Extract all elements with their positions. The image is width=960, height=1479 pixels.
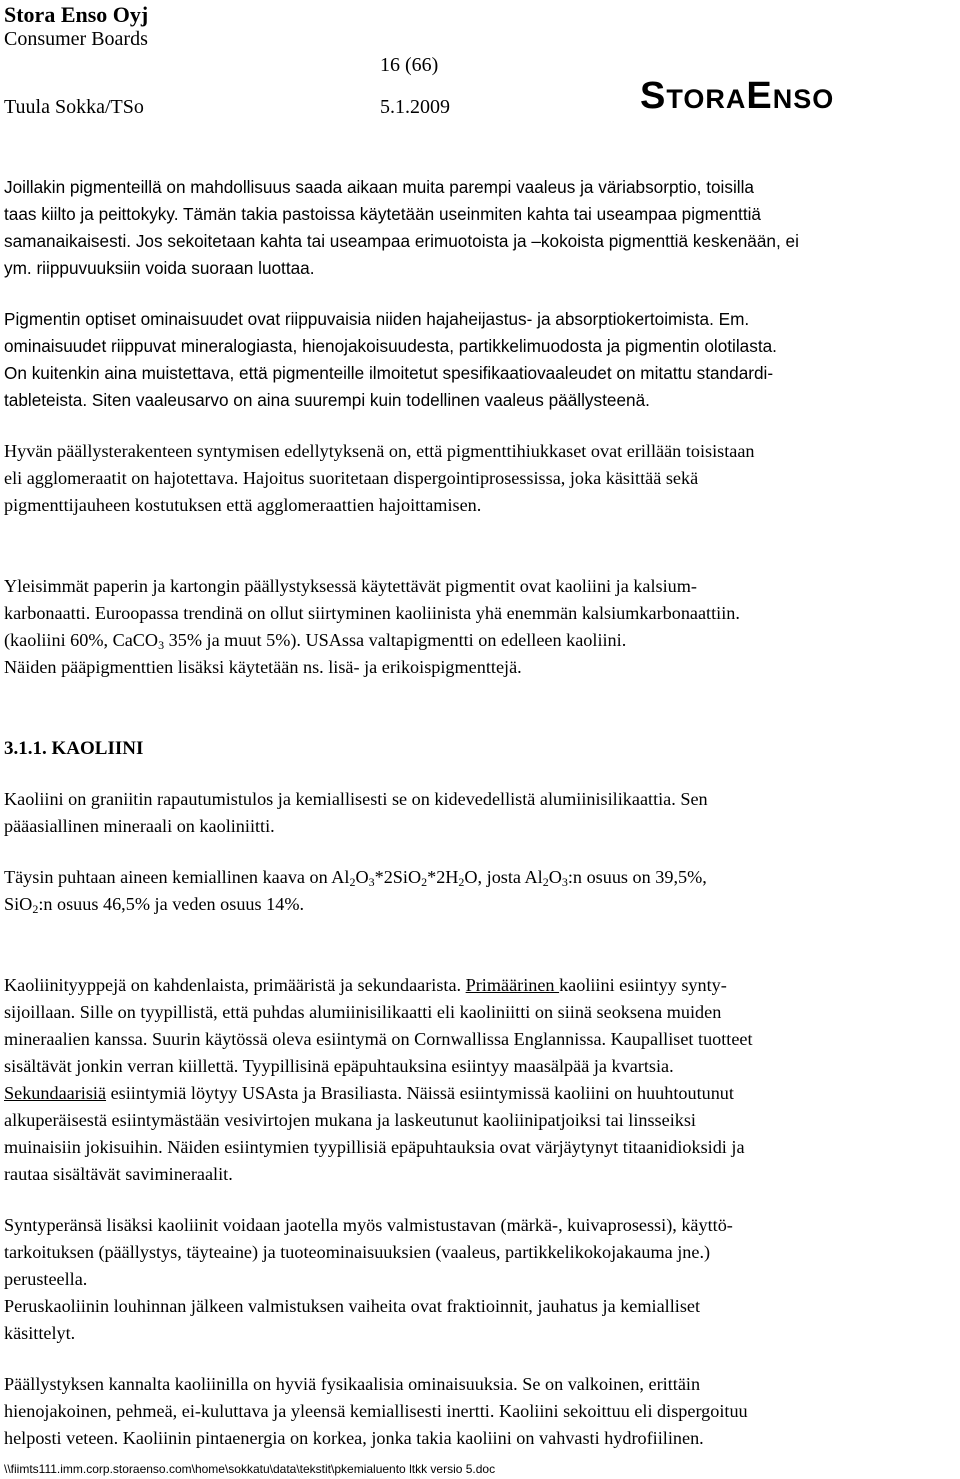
page-number: 16 (66) <box>380 54 439 76</box>
logo-wordmark: StoraEnso <box>640 75 835 117</box>
text-line: Pigmentin optiset ominaisuudet ovat riippuvaisia niiden hajaheijastus- ja absorptiokertoimista. Em. <box>4 309 750 329</box>
text-line: helposti veteen. Kaoliinin pintaenergia on korkea, jonka takia kaoliini on vahvasti hydrofiilinen. <box>4 1428 704 1448</box>
text-line: Syntyperänsä lisäksi kaoliinit voidaan jaotella myös valmistustavan (märkä-, kuivaprosessi), käyttö- <box>4 1215 733 1235</box>
text-line: ym. riippuvuuksiin voida suoraan luottaa. <box>4 258 315 278</box>
paragraph-kaolin-types <box>4 972 956 1188</box>
paragraph-chemical-formula <box>4 864 956 918</box>
text-line: On kuitenkin aina muistettava, että pigmenteille ilmoitetut spesifikaatiovaaleudet on mitattu standardi- <box>4 363 774 383</box>
text-line: Sekundaarisiä esiintymiä löytyy USAsta ja Brasiliasta. Näissä esiintymissä kaoliini on huuhtoutunut <box>4 1083 734 1103</box>
text-line: Täysin puhtaan aineen kemiallinen kaava on $Al_2O_3*2SiO_2*2H_2O$, josta $Al_2O_3:n$ osuus on 39,5%, <box>4 867 707 889</box>
document-date: 5.1.2009 <box>380 96 450 118</box>
text-line: taas kiilto ja peittokyky. Tämän takia pastoissa käytetään useinmiten kahta tai useampaa pigmenttiä <box>4 204 761 224</box>
paragraph-coating-properties <box>4 1371 956 1452</box>
text-line: ominaisuudet riippuvat mineralogiasta, hienojakoisuudesta, partikkelimuodosta ja pigmentin olotilasta. <box>4 336 777 356</box>
paragraph-optical-properties <box>4 306 956 414</box>
text-line: rautaa sisältävät savimineraalit. <box>4 1164 233 1184</box>
text-line: pigmenttijauheen kostutuksen että agglomeraattien hajoittamisen. <box>4 495 482 515</box>
text-line: Joillakin pigmenteillä on mahdollisuus saada aikaan muita parempi vaaleus ja väriabsorptio, toisilla <box>4 177 754 197</box>
paragraph-classification <box>4 1212 956 1293</box>
business-unit: Consumer Boards <box>4 28 148 50</box>
text-line: (kaoliini 60%, CaCO$_3$ 35% ja muut 5%). USAssa valtapigmentti on edelleen kaoliini. <box>4 630 627 652</box>
text-line: Peruskaoliinin louhinnan jälkeen valmistuksen vaiheita ovat fraktioinnit, jauhatus ja kemialliset <box>4 1296 701 1316</box>
text-line: Kaoliini on graniitin rapautumistulos ja kemiallisesti se on kidevedellistä alumiinisilikaattia. Sen <box>4 789 708 809</box>
text-line: alkuperäisestä esiintymästään vesivirtojen mukana ja laskeutunut kaoliinipatjoiksi tai linsseiksi <box>4 1110 696 1130</box>
footer-file-path: \\fiimts111.imm.corp.storaenso.com\home\sokkatu\data\tekstit\pkemialuento ltkk versio 5.doc <box>4 1462 496 1476</box>
paragraph-processing <box>4 1293 956 1347</box>
text-line: Kaoliinityyppejä on kahdenlaista, primääristä ja sekundaarista. Primäärinen kaoliini esiintyy synty- <box>4 975 727 995</box>
text-line: mineraalien kanssa. Suurin käytössä oleva esiintymä on Cornwallissa Englannissa. Kaupalliset tuotteet <box>4 1029 753 1049</box>
text-line: hienojakoinen, pehmeä, ei-kuluttava ja yleensä kemiallisesti inertti. Kaoliini sekoittuu eli dispergoituu <box>4 1401 748 1421</box>
text-line: perusteella. <box>4 1269 88 1289</box>
company-name: Stora Enso Oyj <box>4 2 149 27</box>
paragraph-common-pigments <box>4 573 956 681</box>
paragraph-dispersion <box>4 438 956 519</box>
author: Tuula Sokka/TSo <box>4 96 144 118</box>
document-body <box>4 174 956 1452</box>
text-line: Hyvän päällysterakenteen syntymisen edellytyksenä on, että pigmenttihiukkaset ovat erillään toisistaan <box>4 441 755 461</box>
text-line: tableteista. Siten vaaleusarvo on aina suurempi kuin todellinen vaaleus päällysteenä. <box>4 390 650 410</box>
text-line: samanaikaisesti. Jos sekoitetaan kahta tai useampaa erimuotoista ja –kokoista pigmenttiä keskenään, ei <box>4 231 799 251</box>
text-line: sijoillaan. Sille on tyypillistä, että puhdas alumiinisilikaatti eli kaoliniitti on siinä seoksena muiden <box>4 1002 722 1022</box>
text-line: eli agglomeraatit on hajotettava. Hajoitus suoritetaan dispergointiprosessissa, joka käsittää sekä <box>4 468 699 488</box>
text-line: Yleisimmät paperin ja kartongin päällystyksessä käytettävät pigmentit ovat kaoliini ja kalsium- <box>4 576 697 596</box>
text-line: tarkoituksen (päällystys, täyteaine) ja tuoteominaisuuksien (vaaleus, partikkelikokojakauma jne.) <box>4 1242 711 1262</box>
text-line: karbonaatti. Euroopassa trendinä on ollut siirtyminen kaoliinista yhä enemmän kalsiumkarbonaattiin. <box>4 603 740 623</box>
text-line: sisältävät jonkin verran kiillettä. Tyypillisinä epäpuhtauksina esiintyy maasälpää ja kvartsia. <box>4 1056 674 1076</box>
text-line: muinaisiin jokisuihin. Näiden esiintymien tyypillisiä epäpuhtauksia ovat värjäytynyt titaanidioksidi ja <box>4 1137 745 1157</box>
text-line: käsittelyt. <box>4 1323 76 1343</box>
text-line: SiO$_2$:n osuus 46,5% ja veden osuus 14%. <box>4 894 305 916</box>
text-line: Päällystyksen kannalta kaoliinilla on hyviä fysikaalisia ominaisuuksia. Se on valkoinen, erittäin <box>4 1374 701 1394</box>
text-line: Näiden pääpigmenttien lisäksi käytetään ns. lisä- ja erikoispigmenttejä. <box>4 657 522 677</box>
stora-enso-logo <box>640 70 930 120</box>
paragraph-pigments-intro <box>4 174 956 282</box>
section-heading: 3.1.1. KAOLIINI <box>4 738 144 759</box>
text-line: pääasiallinen mineraali on kaoliniitti. <box>4 816 275 836</box>
paragraph-kaolin-definition <box>4 786 956 840</box>
